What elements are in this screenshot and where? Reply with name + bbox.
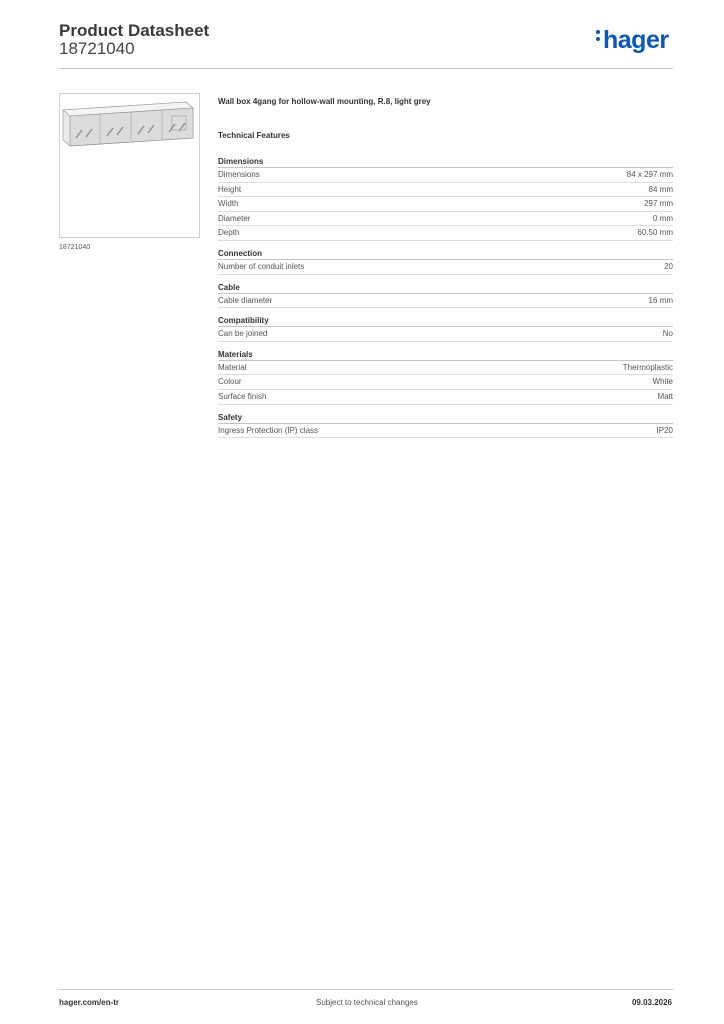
spec-value: 297 mm bbox=[644, 199, 673, 209]
spec-label: Number of conduit inlets bbox=[218, 261, 305, 271]
footer-date: 09.03.2026 bbox=[631, 998, 672, 1007]
spec-value: IP20 bbox=[656, 425, 673, 435]
spec-value: 84 mm bbox=[648, 184, 673, 194]
section-title: Safety bbox=[218, 412, 673, 424]
spec-row bbox=[218, 226, 673, 241]
product-image-frame bbox=[59, 93, 200, 238]
spec-section bbox=[218, 248, 673, 275]
spec-section bbox=[218, 156, 673, 241]
spec-row bbox=[218, 260, 673, 275]
footer-website: hager.com/en-tr bbox=[59, 998, 120, 1007]
spec-label: Can be joined bbox=[218, 329, 268, 339]
spec-section bbox=[218, 349, 673, 405]
spec-row bbox=[218, 168, 673, 183]
spec-label: Diameter bbox=[218, 213, 251, 223]
spec-value: 60.50 mm bbox=[637, 228, 673, 238]
footer-notice: Subject to technical changes bbox=[316, 998, 418, 1007]
spec-label: Material bbox=[218, 362, 247, 372]
spec-value: No bbox=[662, 329, 673, 339]
spec-row bbox=[218, 212, 673, 227]
technical-features-heading: Technical Features bbox=[218, 131, 290, 140]
spec-label: Depth bbox=[218, 228, 240, 238]
spec-section bbox=[218, 412, 673, 439]
product-description: Wall box 4gang for hollow-wall mounting, R.8, light grey bbox=[218, 97, 431, 106]
spec-value: Thermoplastic bbox=[622, 362, 673, 372]
footer-divider bbox=[59, 989, 673, 990]
spec-value: 20 bbox=[664, 261, 673, 271]
spec-row bbox=[218, 183, 673, 198]
spec-label: Colour bbox=[218, 377, 242, 387]
spec-label: Cable diameter bbox=[218, 295, 273, 305]
spec-row bbox=[218, 197, 673, 212]
spec-value: 0 mm bbox=[653, 213, 673, 223]
spec-label: Ingress Protection (IP) class bbox=[218, 425, 319, 435]
spec-section bbox=[218, 315, 673, 342]
spec-label: Dimensions bbox=[218, 170, 260, 179]
spec-label: Width bbox=[218, 199, 239, 209]
spec-section bbox=[218, 282, 673, 309]
spec-row bbox=[218, 294, 673, 309]
hager-logo bbox=[596, 26, 669, 55]
section-title: Cable bbox=[218, 282, 673, 294]
spec-value: 16 mm bbox=[648, 295, 673, 305]
logo-text: hager bbox=[603, 26, 669, 54]
spec-row bbox=[218, 327, 673, 342]
spec-label: Height bbox=[218, 184, 242, 194]
section-title: Dimensions bbox=[218, 156, 673, 168]
spec-row bbox=[218, 361, 673, 376]
spec-row bbox=[218, 375, 673, 390]
spec-row bbox=[218, 424, 673, 439]
spec-row bbox=[218, 390, 673, 405]
product-number: 18721040 bbox=[59, 39, 135, 58]
section-title: Compatibility bbox=[218, 315, 673, 327]
image-caption: 18721040 bbox=[59, 244, 91, 251]
spec-value: Matt bbox=[657, 391, 673, 401]
page-title: Product Datasheet bbox=[59, 21, 210, 40]
logo-dots-icon bbox=[596, 27, 601, 44]
header-divider bbox=[59, 68, 673, 69]
spec-value: White bbox=[652, 377, 673, 387]
product-wall-box-image bbox=[60, 94, 199, 237]
spec-value: 84 x 297 mm bbox=[626, 170, 673, 179]
spec-sections bbox=[218, 156, 673, 445]
section-title: Connection bbox=[218, 248, 673, 260]
spec-label: Surface finish bbox=[218, 391, 267, 401]
section-title: Materials bbox=[218, 349, 673, 361]
